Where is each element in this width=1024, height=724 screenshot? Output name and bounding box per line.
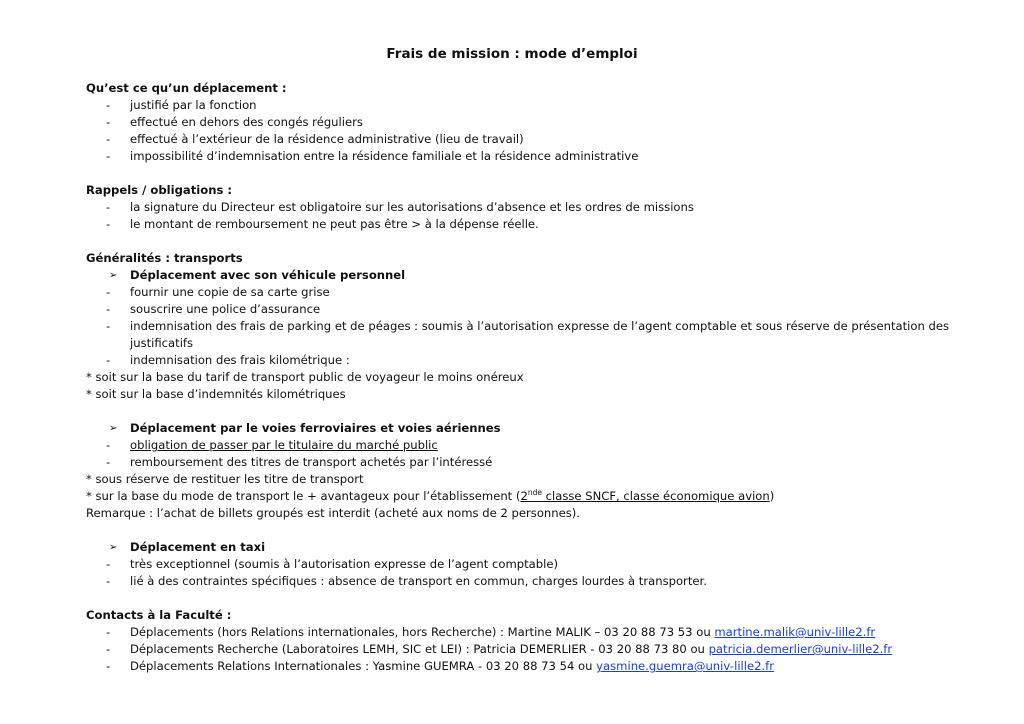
list-item: - indemnisation des frais de parking et de péages : soumis à l’autorisation expresse de l’agent comptable et sous réserve de présentation des justificatifs <box>106 319 950 350</box>
list-item: - la signature du Directeur est obligatoire sur les autorisations d’absence et les ordres de missions <box>106 200 694 214</box>
list-item: - effectué en dehors des congés réguliers <box>106 115 363 129</box>
arrow-bullet-icon: ➢ <box>109 423 118 434</box>
contact-item: - Déplacements Relations Internationales : Yasmine GUEMRA - 03 20 88 73 54 ou yasmine.guemra@univ-lille2.fr <box>106 659 775 673</box>
list-item: - le montant de remboursement ne peut pas être > à la dépense réelle. <box>106 217 539 231</box>
page-title: Frais de mission : mode d’emploi <box>386 46 638 62</box>
document-body <box>86 80 986 675</box>
dash-marker: - <box>106 455 111 469</box>
dash-marker: - <box>106 642 111 656</box>
dash-marker: - <box>106 625 111 639</box>
note-line: * soit sur la base du tarif de transport public de voyageur le moins onéreux <box>86 370 524 384</box>
list-item: - obligation de passer par le titulaire du marché public <box>106 438 438 452</box>
dash-marker: - <box>106 285 111 299</box>
dash-marker: - <box>106 200 111 214</box>
dash-marker: - <box>106 149 111 163</box>
subsection-heading-taxi: ➢ Déplacement en taxi <box>109 540 266 554</box>
email-link-malik[interactable]: martine.malik@univ-lille2.fr <box>714 625 876 639</box>
email-link-guemra[interactable]: yasmine.guemra@univ-lille2.fr <box>596 659 775 673</box>
contact-item: - Déplacements (hors Relations internationales, hors Recherche) : Martine MALIK – 03 20 88 73 53 ou martine.malik@univ-lille2.fr <box>106 625 876 639</box>
list-item: - impossibilité d’indemnisation entre la résidence familiale et la résidence administrative <box>106 149 639 163</box>
arrow-bullet-icon: ➢ <box>109 270 118 281</box>
dash-marker: - <box>106 557 111 571</box>
subsection-heading-ferroviaire: ➢ Déplacement par le voies ferroviaires et voies aériennes <box>109 421 501 435</box>
arrow-bullet-icon: ➢ <box>109 542 118 553</box>
dash-marker: - <box>106 574 111 588</box>
list-item: - indemnisation des frais kilométrique : <box>106 353 350 367</box>
list-item: - remboursement des titres de transport achetés par l’intéressé <box>106 455 493 469</box>
dash-marker: - <box>106 353 111 367</box>
list-item: - fournir une copie de sa carte grise <box>106 285 330 299</box>
list-item: - effectué à l’extérieur de la résidence administrative (lieu de travail) <box>106 132 524 146</box>
note-line: * soit sur la base d’indemnités kilométriques <box>86 387 346 401</box>
remark-line: Remarque : l’achat de billets groupés est interdit (acheté aux noms de 2 personnes). <box>86 506 580 520</box>
section-heading-transports: Généralités : transports <box>86 251 243 265</box>
list-item: - justifié par la fonction <box>106 98 257 112</box>
list-item: - très exceptionnel (soumis à l’autorisation expresse de l’agent comptable) <box>106 557 558 571</box>
dash-marker: - <box>106 132 111 146</box>
dash-marker: - <box>106 302 111 316</box>
contact-item: - Déplacements Recherche (Laboratoires LEMH, SIC et LEI) : Patricia DEMERLIER - 03 20 88 73 80 ou patricia.demerlier@univ-lille2.fr <box>106 642 893 656</box>
dash-marker: - <box>106 115 111 129</box>
dash-marker: - <box>106 217 111 231</box>
subsection-heading-vehicule: ➢ Déplacement avec son véhicule personnel <box>109 268 406 282</box>
note-line: * sous réserve de restituer les titre de transport <box>86 472 364 486</box>
note-line: * sur la base du mode de transport le + avantageux pour l’établissement (2nde classe SNCF, classe économique avion) <box>86 488 775 503</box>
section-heading-contacts: Contacts à la Faculté : <box>86 608 232 622</box>
section-heading-deplacement: Qu’est ce qu’un déplacement : <box>86 81 287 95</box>
dash-marker: - <box>106 98 111 112</box>
section-heading-rappels: Rappels / obligations : <box>86 183 233 197</box>
dash-marker: - <box>106 319 111 333</box>
dash-marker: - <box>106 659 111 673</box>
email-link-demerlier[interactable]: patricia.demerlier@univ-lille2.fr <box>708 642 893 656</box>
list-item: - souscrire une police d’assurance <box>106 302 321 316</box>
list-item: - lié à des contraintes spécifiques : absence de transport en commun, charges lourdes à transporter. <box>106 574 707 588</box>
dash-marker: - <box>106 438 111 452</box>
